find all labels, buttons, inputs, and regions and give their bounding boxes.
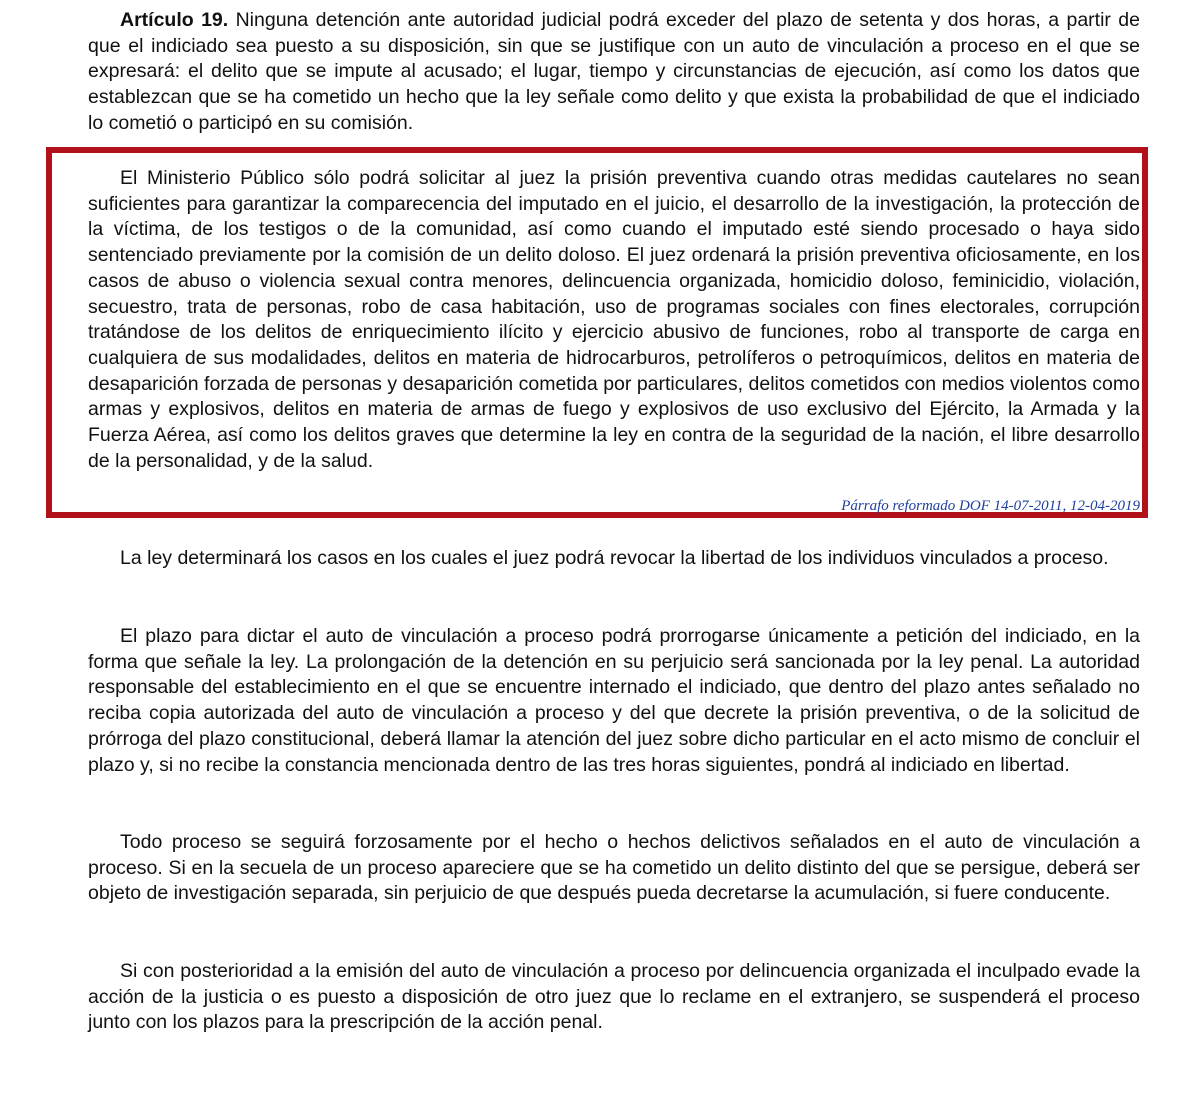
paragraph-criminal-acts: Todo proceso se seguirá forzosamente por el hecho o hechos delictivos señalados en el auto de vinculación a proceso. Si en la secuela de un proceso apareciere que se ha cometido un delito distinto del que se persigue, deberá ser objeto de investigación separada, sin perjuicio de que después pueda decretarse la acumulación, si fuere conducente.	[88, 831, 1140, 905]
article-19-opening-paragraph	[88, 8, 1140, 137]
paragraph-suspension: Si con posterioridad a la emisión del auto de vinculación a proceso por delincuencia organizada el inculpado evade la acción de la justicia o es puesto a disposición de otro juez que lo reclame en el extranjero, se suspenderá el proceso junto con los plazos para la prescripción de la acción penal.	[88, 960, 1140, 1034]
highlighted-paragraph-block	[88, 166, 1140, 474]
paragraph-block-4	[88, 959, 1140, 1036]
paragraph-revocation: La ley determinará los casos en los cuales el juez podrá revocar la libertad de los individuos vinculados a proceso.	[120, 547, 1109, 569]
article-19-paragraph-block	[88, 8, 1140, 137]
paragraph-block-3	[88, 830, 1140, 907]
preventive-detention-paragraph: El Ministerio Público sólo podrá solicitar al juez la prisión preventiva cuando otras medidas cautelares no sean suficientes para garantizar la comparecencia del imputado en el juicio, el desarrollo de la investigación, la protección de la víctima, de los testigos o de la comunidad, así como cuando el imputado esté siendo procesado o haya sido sentenciado previamente por la comisión de un delito doloso. El juez ordenará la prisión preventiva oficiosamente, en los casos de abuso o violencia sexual contra menores, delincuencia organizada, homicidio doloso, feminicidio, violación, secuestro, trata de personas, robo de casa habitación, uso de programas sociales con fines electorales, corrupción tratándose de los delitos de enriquecimiento ilícito y ejercicio abusivo de funciones, robo al transporte de carga en cualquiera de sus modalidades, delitos en materia de hidrocarburos, petrolíferos o petroquímicos, delitos en materia de desaparición forzada de personas y desaparición cometida por particulares, delitos cometidos con medios violentos como armas y explosivos, delitos en materia de armas de fuego y explosivos de uso exclusivo del Ejército, la Armada y la Fuerza Aérea, así como los delitos graves que determine la ley en contra de la seguridad de la nación, el libre desarrollo de la personalidad, y de la salud.	[88, 167, 1140, 472]
article-number-label: Artículo 19.	[120, 9, 229, 31]
reform-note: Párrafo reformado DOF 14-07-2011, 12-04-2019	[841, 498, 1140, 514]
paragraph-extension-of-term: El plazo para dictar el auto de vinculación a proceso podrá prorrogarse únicamente a petición del indiciado, en la forma que señale la ley. La prolongación de la detención en su perjuicio será sancionada por la ley penal. La autoridad responsable del establecimiento en el que se encuentre internado el indiciado, que dentro del plazo antes señalado no reciba copia autorizada del auto de vinculación a proceso y del que decrete la prisión preventiva, o de la solicitud de prórroga del plazo constitucional, deberá llamar la atención del juez sobre dicho particular en el acto mismo de concluir el plazo y, si no recibe la constancia mencionada dentro de las tres horas siguientes, pondrá al indiciado en libertad.	[88, 625, 1140, 776]
paragraph-block-1	[88, 546, 1140, 572]
article-opening-text: Ninguna detención ante autoridad judicial podrá exceder del plazo de setenta y dos horas, a partir de que el indiciado sea puesto a su disposición, sin que se justifique con un auto de vinculación a proceso en el que se expresará: el delito que se impute al acusado; el lugar, tiempo y circunstancias de ejecución, así como los datos que establezcan que se ha cometido un hecho que la ley señale como delito y que exista la probabilidad de que el indiciado lo cometió o participó en su comisión.	[88, 9, 1140, 134]
paragraph-block-2	[88, 624, 1140, 778]
